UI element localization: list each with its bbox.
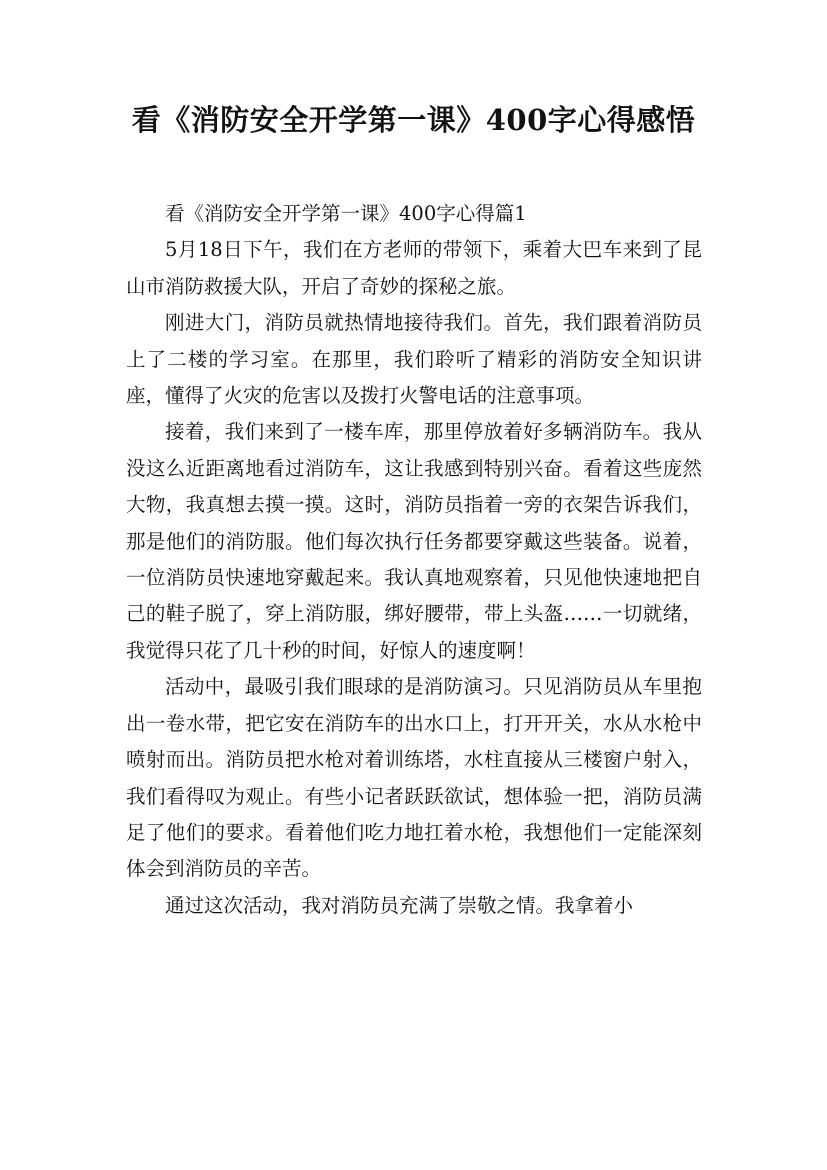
paragraph: 活动中，最吸引我们眼球的是消防演习。只见消防员从车里抱出一卷水带，把它安在消防车的出水口上，打开开关，水从水枪中喷射而出。消防员把水枪对着训练塔，水柱直接从三楼窗户射入，我们看得叹为观止。有些小记者跃跃欲试，想体验一把，消防员满足了他们的要求。看着他们吃力地扛着水枪，我想他们一定能深刻体会到消防员的辛苦。	[126, 675, 702, 881]
page-title: 看《消防安全开学第一课》400字心得感悟	[131, 103, 696, 137]
paragraph: 刚进大门，消防员就热情地接待我们。首先，我们跟着消防员上了二楼的学习室。在那里，我们聆听了精彩的消防安全知识讲座，懂得了火灾的危害以及拨打火警电话的注意事项。	[126, 311, 702, 408]
section-heading: 看《消防安全开学第一课》400字心得篇1	[165, 202, 527, 225]
paragraph: 5月18日下午，我们在方老师的带领下，乘着大巴车来到了昆山市消防救援大队，开启了奇妙的探秘之旅。	[126, 238, 702, 298]
document-body	[126, 196, 702, 924]
paragraph: 通过这次活动，我对消防员充满了崇敬之情。我拿着小	[165, 893, 634, 917]
paragraph: 接着，我们来到了一楼车库，那里停放着好多辆消防车。我从没这么近距离地看过消防车，这让我感到特别兴奋。看着这些庞然大物，我真想去摸一摸。这时，消防员指着一旁的衣架告诉我们，那是他们的消防服。他们每次执行任务都要穿戴这些装备。说着，一位消防员快速地穿戴起来。我认真地观察着，只见他快速地把自己的鞋子脱了，穿上消防服，绑好腰带，带上头盔……一切就绪，我觉得只花了几十秒的时间，好惊人的速度啊！	[126, 420, 702, 662]
